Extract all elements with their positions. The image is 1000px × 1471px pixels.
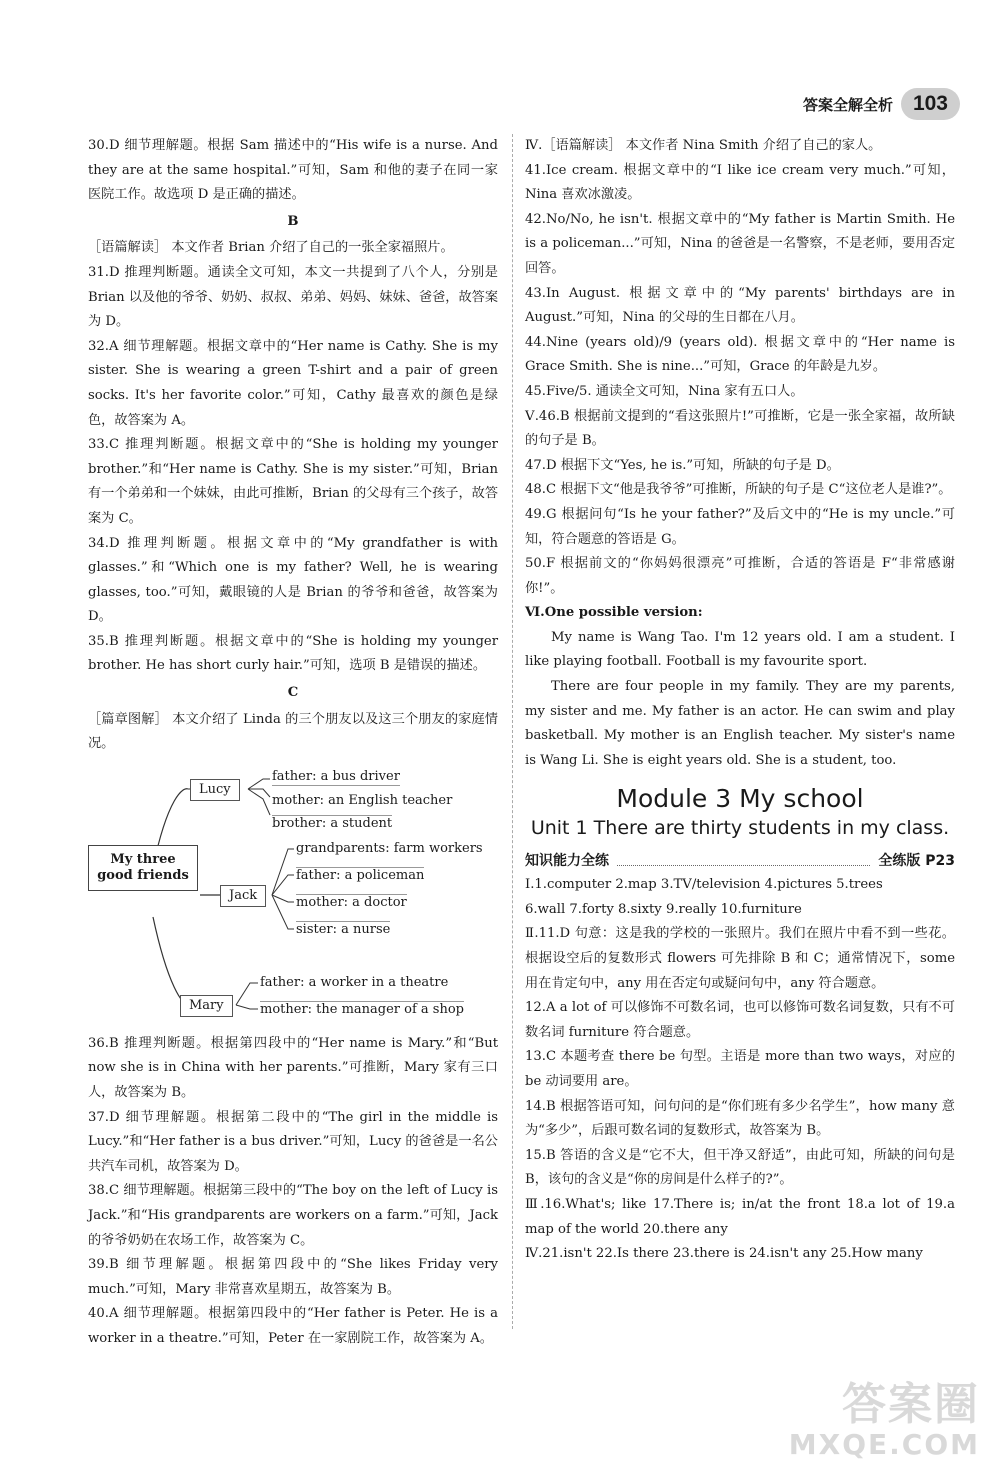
- page-number: 103: [901, 88, 960, 120]
- left-column: [88, 134, 498, 1352]
- page-header: [803, 88, 960, 120]
- answer-13: 13.C 本题考查 there be 句型。主语是 more than two ways，对应的 be 动词要用 are。: [525, 1049, 955, 1089]
- answer-38: 38.C 细节理解题。根据第三段中的“The boy on the left of Lucy is Jack.”和“His grandparents are workers on a farm.”可知，Jack 的爷爷奶奶在农场工作，故答案为 C。: [88, 1183, 498, 1248]
- essay-paragraph-1: My name is Wang Tao. I'm 12 years old. I am a student. I like playing football. Football is my favourite sport.: [525, 629, 955, 670]
- mind-map-node-jack: Jack: [220, 885, 266, 907]
- jack-item-grandparents: grandparents: farm workers: [296, 840, 483, 856]
- answer-41: 41.Ice cream. 根据文章中的“I like ice cream very much.”可知，Nina 喜欢冰激凌。: [525, 162, 955, 203]
- answer-44: 44.Nine (years old)/9 (years old). 根据文章中的“Her name is Grace Smith. She is nine...”可知，Grace 的年龄是九岁。: [525, 334, 955, 375]
- mind-map: [88, 757, 498, 1032]
- unit-title: Unit 1 There are thirty students in my class.: [530, 817, 950, 840]
- answer-34: 34.D 推理判断题。根据文章中的“My grandfather is with glasses.”和“Which one is my father? Well, he is wearing glasses, too.”可知，戴眼镜的人是 Brian 的爷爷和爸爸，故答案为 D。: [88, 535, 498, 625]
- essay-paragraph-2: There are four people in my family. They are my parents, my sister and me. My father is an actor. He can swim and play basketball. My mother is an English teacher. My sister's name is Wang Li. She is eight years old. She is a student, too.: [525, 679, 955, 768]
- answer-49: 49.G 根据问句“Is he your father?”及后文中的“He is my uncle.”可知，符合题意的答语是 G。: [525, 506, 955, 547]
- answer-35: 35.B 推理判断题。根据文章中的“She is holding my younger brother. He has short curly hair.”可知，选项 B 是错误的描述。: [88, 633, 498, 674]
- answer-43: 43.In August. 根据文章中的“My parents' birthdays are in August.”可知，Nina 的父母的生日都在八月。: [525, 285, 955, 326]
- jack-item-sister: sister: a nurse: [296, 921, 391, 937]
- section-c-heading: C: [287, 685, 299, 701]
- section-ref: 全练版 P23: [878, 852, 955, 869]
- answer-36: 36.B 推理判断题。根据第四段中的“Her name is Mary.”和“But now she is in China with her parents.”可推断，Mary 家有三口人，故答案为 B。: [88, 1035, 498, 1101]
- answer-50: 50.F 根据前文的“你妈妈很漂亮”可推断，合适的答语是 F“非常感谢你!”。: [525, 556, 955, 596]
- answer-39: 39.B 细节理解题。根据第四段中的“She likes Friday very much.”可知，Mary 非常喜欢星期五，故答案为 B。: [88, 1257, 498, 1297]
- answer-48: 48.C 根据下文“他是我爷爷”可推断，所缺的句子是 C“这位老人是谁?”。: [525, 482, 952, 498]
- lucy-item-brother: brother: a student: [272, 815, 393, 831]
- section-b-intro: ［语篇解读］ 本文作者 Brian 介绍了自己的一张全家福照片。: [88, 240, 454, 256]
- mary-item-mother: mother: the manager of a shop: [260, 1001, 465, 1017]
- answer-12: 12.A a lot of 可以修饰不可数名词，也可以修饰可数名词复数，只有不可数名词 furniture 符合题意。: [525, 1000, 955, 1040]
- mind-map-node-mary: Mary: [180, 995, 233, 1017]
- answer-15: 15.B 答语的含义是“它不大，但干净又舒适”，由此可知，所缺的问句是 B，该句的含义是“你的房间是什么样子的?”。: [525, 1147, 955, 1188]
- section-iv-line: Ⅳ.21.isn't 22.Is there 23.there is 24.isn't any 25.How many: [525, 1246, 923, 1262]
- section-iii-line: Ⅲ.16.What's; like 17.There is; in/at the front 18.a lot of 19.a map of the world 20.there any: [525, 1196, 955, 1237]
- answer-11: Ⅱ.11.D 句意：这是我的学校的一张照片。我们在照片中看不到一些花。根据设空后的复数形式 flowers 可先排除 B 和 C；通常情况下，some 用在肯定句中，any 用在否定句或疑问句中，any 符合题意。: [525, 926, 955, 991]
- mind-map-root: My three good friends: [88, 845, 198, 891]
- answer-14: 14.B 根据答语可知，问句问的是“你们班有多少名学生”，how many 意为“多少”，后跟可数名词的复数形式，故答案为 B。: [525, 1098, 955, 1139]
- jack-item-mother: mother: a doctor: [296, 894, 407, 910]
- jack-item-father: father: a policeman: [296, 867, 425, 883]
- section-b-heading: B: [287, 213, 299, 229]
- right-column: [525, 134, 955, 1267]
- section-i-line-2: 6.wall 7.forty 8.sixty 9.really 10.furniture: [525, 901, 802, 917]
- answer-45: 45.Five/5. 通读全文可知，Nina 家有五口人。: [525, 383, 804, 399]
- module-title: Module 3 My school: [616, 784, 864, 814]
- section-label: 知识能力全练: [525, 852, 609, 869]
- lucy-item-mother: mother: an English teacher: [272, 792, 453, 808]
- section-c-intro: ［篇章图解］ 本文介绍了 Linda 的三个朋友以及这三个朋友的家庭情况。: [88, 711, 498, 752]
- answer-30: 30.D 细节理解题。根据 Sam 描述中的“His wife is a nurse. And they are at the same hospital.”可知，Sam 和他的妻子在同一家医院工作。故选项 D 是正确的描述。: [88, 138, 498, 203]
- section-iv-intro: Ⅳ.［语篇解读］ 本文作者 Nina Smith 介绍了自己的家人。: [525, 138, 882, 153]
- answer-31: 31.D 推理判断题。通读全文可知，本文一共提到了八个人，分别是 Brian 以及他的爷爷、奶奶、叔叔、弟弟、妈妈、妹妹、爸爸，故答案为 D。: [88, 264, 499, 330]
- section-vi-label: Ⅵ.One possible version:: [525, 605, 703, 621]
- answer-46: Ⅴ.46.B 根据前文提到的“看这张照片!”可推断，它是一张全家福，故所缺的句子是 B。: [525, 408, 955, 449]
- mind-map-node-lucy: Lucy: [190, 779, 240, 801]
- answer-32: 32.A 细节理解题。根据文章中的“Her name is Cathy. She is my sister. She is wearing a green T-shirt and a pair of green socks. It's her favorite color.”可知，Cathy 最喜欢的颜色是绿色，故答案为 A。: [88, 338, 498, 428]
- section-dots: [617, 855, 870, 866]
- answer-40: 40.A 细节理解题。根据第四段中的“Her father is Peter. He is a worker in a theatre.”可知，Peter 在一家剧院工作，故答案为 A。: [88, 1306, 498, 1346]
- answer-37: 37.D 细节理解题。根据第二段中的“The girl in the middle is Lucy.”和“Her father is a bus driver.”可知，Lucy 的爸爸是一名公共汽车司机，故答案为 D。: [88, 1109, 498, 1174]
- lucy-item-father: father: a bus driver: [272, 768, 400, 784]
- section-bar: [525, 849, 955, 874]
- answer-42: 42.No/No, he isn't. 根据文章中的“My father is Martin Smith. He is a policeman...”可知，Nina 的爸爸是一名警察，不是老师，要用否定回答。: [525, 211, 955, 276]
- column-divider: [512, 134, 513, 1329]
- watermark-logo: [789, 1379, 980, 1459]
- answer-33: 33.C 推理判断题。根据文章中的“She is holding my younger brother.”和“Her name is Cathy. She is my sister.”可知，Brian 有一个弟弟和一个妹妹，由此可推断，Brian 的父母有三个孩子，故答案为 C。: [88, 437, 499, 526]
- header-title: 答案全解全析: [802, 95, 893, 114]
- watermark-text: 答案圈: [842, 1379, 980, 1430]
- section-i-line-1: Ⅰ.1.computer 2.map 3.TV/television 4.pictures 5.trees: [525, 877, 883, 893]
- mary-item-father: father: a worker in a theatre: [260, 974, 449, 990]
- watermark-url: MXQE.COM: [788, 1428, 980, 1461]
- answer-47: 47.D 根据下文“Yes, he is.”可知，所缺的句子是 D。: [525, 457, 840, 473]
